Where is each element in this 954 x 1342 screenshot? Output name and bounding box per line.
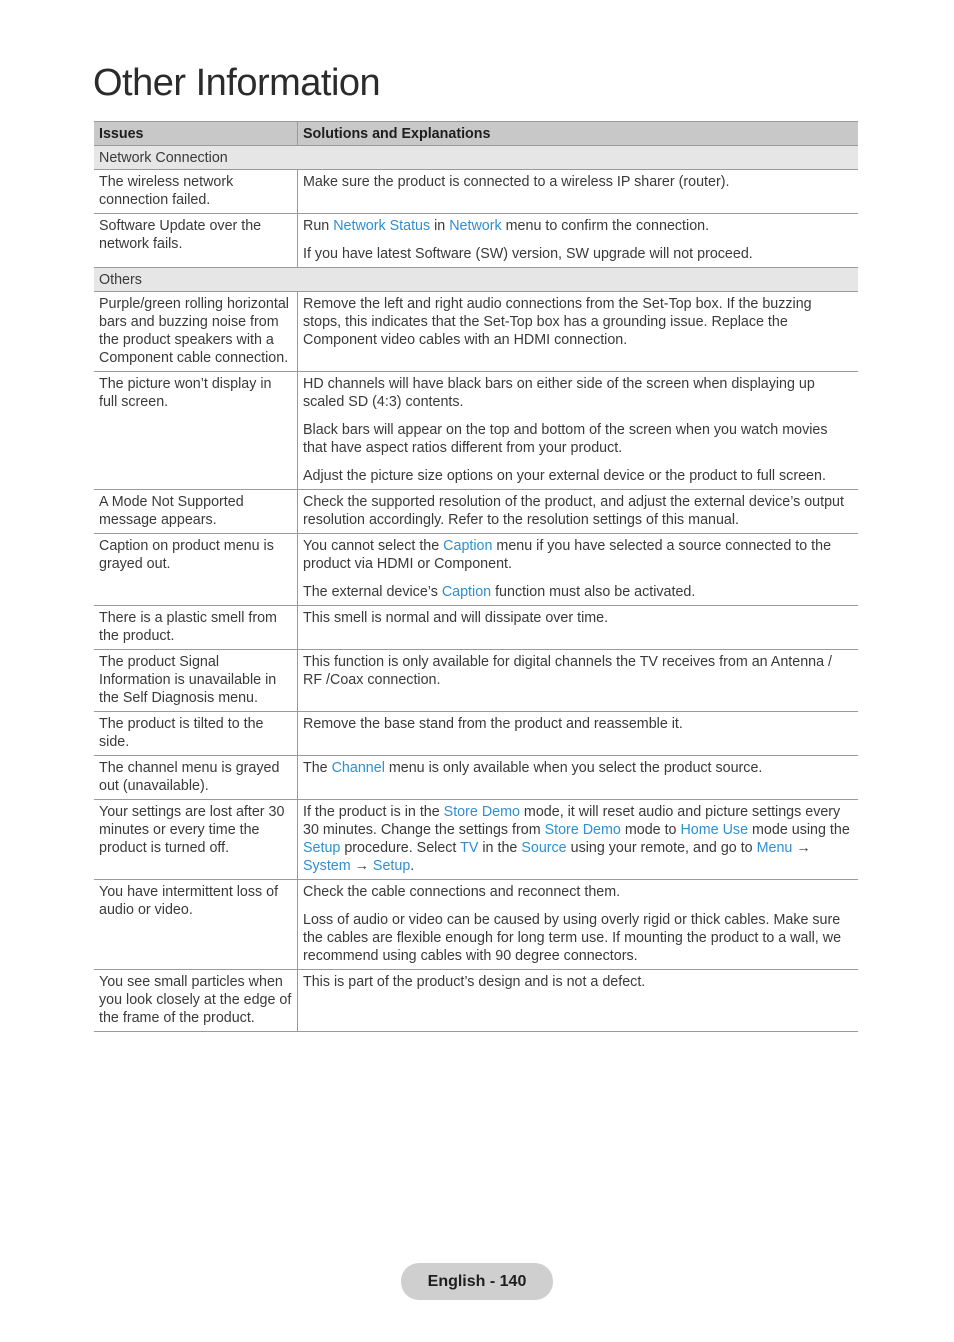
text-segment: menu if you have selected a source connected to the product via HDMI or Component. [303,538,832,572]
issue-cell: Caption on product menu is grayed out. [94,534,298,606]
solution-paragraph [303,715,853,733]
solution-cell [298,712,859,756]
solution-cell [298,756,859,800]
solution-paragraph [303,295,853,349]
text-segment: Remove the base stand from the product and reassemble it. [303,716,683,732]
table-row [94,756,858,800]
solution-cell [298,490,859,534]
text-segment: function must also be activated. [491,584,696,600]
menu-keyword: Menu [756,840,793,856]
solution-cell [298,970,859,1032]
solution-paragraph [303,375,853,411]
solution-paragraph [303,493,853,529]
page-title: Other Information [93,62,381,104]
table-header-row [94,122,858,146]
menu-keyword: Channel [331,760,385,776]
menu-keyword: Source [521,840,567,856]
issue-cell: You have intermittent loss of audio or video. [94,880,298,970]
text-segment: in [430,218,450,234]
issue-cell: Your settings are lost after 30 minutes or every time the product is turned off. [94,800,298,880]
troubleshooting-table [94,121,858,1032]
text-segment: . [410,858,415,874]
section-row [94,268,858,292]
menu-keyword: Store Demo [443,804,520,820]
table-row [94,372,858,490]
menu-keyword: System [303,858,351,874]
text-segment: HD channels will have black bars on either side of the screen when displaying up scaled SD (4:3) contents. [303,376,815,410]
table-row [94,800,858,880]
text-segment: The [303,760,332,776]
menu-keyword: Home Use [680,822,749,838]
table-row [94,292,858,372]
text-segment: menu is only available when you select the product source. [384,760,763,776]
text-segment: Remove the left and right audio connections from the Set-Top box. If the buzzing stops, this indicates that the Set-Top box has a grounding issue. Replace the Component video cables with an HDMI connection. [303,296,812,348]
text-segment: The external device’s [303,584,442,600]
section-row [94,146,858,170]
page-number-badge: English - 140 [401,1263,553,1300]
text-segment: mode using the [748,822,850,838]
text-segment: → [350,858,373,874]
text-segment: Run [303,218,334,234]
menu-keyword: Setup [372,858,411,874]
text-segment: procedure. Select [340,840,461,856]
text-segment: Make sure the product is connected to a wireless IP sharer (router). [303,174,730,190]
text-segment: → [792,840,811,856]
table-row [94,214,858,268]
solution-paragraph [303,973,853,991]
solution-paragraph [303,245,853,263]
table-body [94,146,858,1032]
solution-cell [298,292,859,372]
header-solutions: Solutions and Explanations [298,122,859,146]
section-title: Network Connection [94,146,858,170]
text-segment: mode to [620,822,681,838]
text-segment: Check the supported resolution of the product, and adjust the external device’s output resolution accordingly. Refer to the resolution settings of this manual. [303,494,844,528]
menu-keyword: Network Status [333,218,431,234]
solution-paragraph [303,537,853,573]
solution-cell [298,800,859,880]
solution-paragraph [303,609,853,627]
text-segment: using your remote, and go to [566,840,757,856]
text-segment: Black bars will appear on the top and bottom of the screen when you watch movies that have aspect ratios different from your product. [303,422,828,456]
text-segment: menu to confirm the connection. [501,218,710,234]
issue-cell: The product is tilted to the side. [94,712,298,756]
solution-cell [298,650,859,712]
solution-paragraph [303,803,853,875]
issue-cell: There is a plastic smell from the product. [94,606,298,650]
solution-cell [298,170,859,214]
solution-cell [298,214,859,268]
solution-cell [298,372,859,490]
table-row [94,606,858,650]
menu-keyword: Caption [443,538,493,554]
solution-cell [298,880,859,970]
solution-paragraph [303,467,853,485]
text-segment: mode, it will reset audio and picture settings every 30 minutes. Change the settings from [303,804,841,838]
issue-cell: The wireless network connection failed. [94,170,298,214]
table-row [94,880,858,970]
solution-cell [298,606,859,650]
table-row [94,170,858,214]
text-segment: This is part of the product’s design and is not a defect. [303,974,646,990]
solution-paragraph [303,217,853,235]
solution-cell [298,534,859,606]
solution-paragraph [303,583,853,601]
text-segment: Check the cable connections and reconnect them. [303,884,621,900]
solution-paragraph [303,759,853,777]
menu-keyword: Store Demo [544,822,621,838]
table-row [94,712,858,756]
text-segment: If the product is in the [303,804,444,820]
issue-cell: A Mode Not Supported message appears. [94,490,298,534]
issue-cell: Purple/green rolling horizontal bars and buzzing noise from the product speakers with a Component cable connection. [94,292,298,372]
table-row [94,490,858,534]
issue-cell: The channel menu is grayed out (unavailable). [94,756,298,800]
issue-cell: Software Update over the network fails. [94,214,298,268]
text-segment: Adjust the picture size options on your external device or the product to full screen. [303,468,826,484]
solution-paragraph [303,173,853,191]
header-issues: Issues [94,122,298,146]
menu-keyword: Network [449,218,502,234]
text-segment: This function is only available for digital channels the TV receives from an Antenna / RF /Coax connection. [303,654,833,688]
solution-paragraph [303,421,853,457]
text-segment: If you have latest Software (SW) version, SW upgrade will not proceed. [303,246,753,262]
text-segment: in the [478,840,522,856]
text-segment: You cannot select the [303,538,444,554]
issue-cell: The product Signal Information is unavailable in the Self Diagnosis menu. [94,650,298,712]
solution-paragraph [303,911,853,965]
table-row [94,650,858,712]
section-title: Others [94,268,858,292]
table-row [94,970,858,1032]
table-row [94,534,858,606]
menu-keyword: TV [460,840,479,856]
menu-keyword: Caption [441,584,492,600]
issue-cell: The picture won’t display in full screen. [94,372,298,490]
text-segment: This smell is normal and will dissipate over time. [303,610,609,626]
text-segment: Loss of audio or video can be caused by using overly rigid or thick cables. Make sure the cables are flexible enough for long term use. If mounting the product to a wall, we recommend using cables with 90 degree connectors. [303,912,842,964]
menu-keyword: Setup [303,840,341,856]
solution-paragraph [303,883,853,901]
solution-paragraph [303,653,853,689]
issue-cell: You see small particles when you look closely at the edge of the frame of the product. [94,970,298,1032]
